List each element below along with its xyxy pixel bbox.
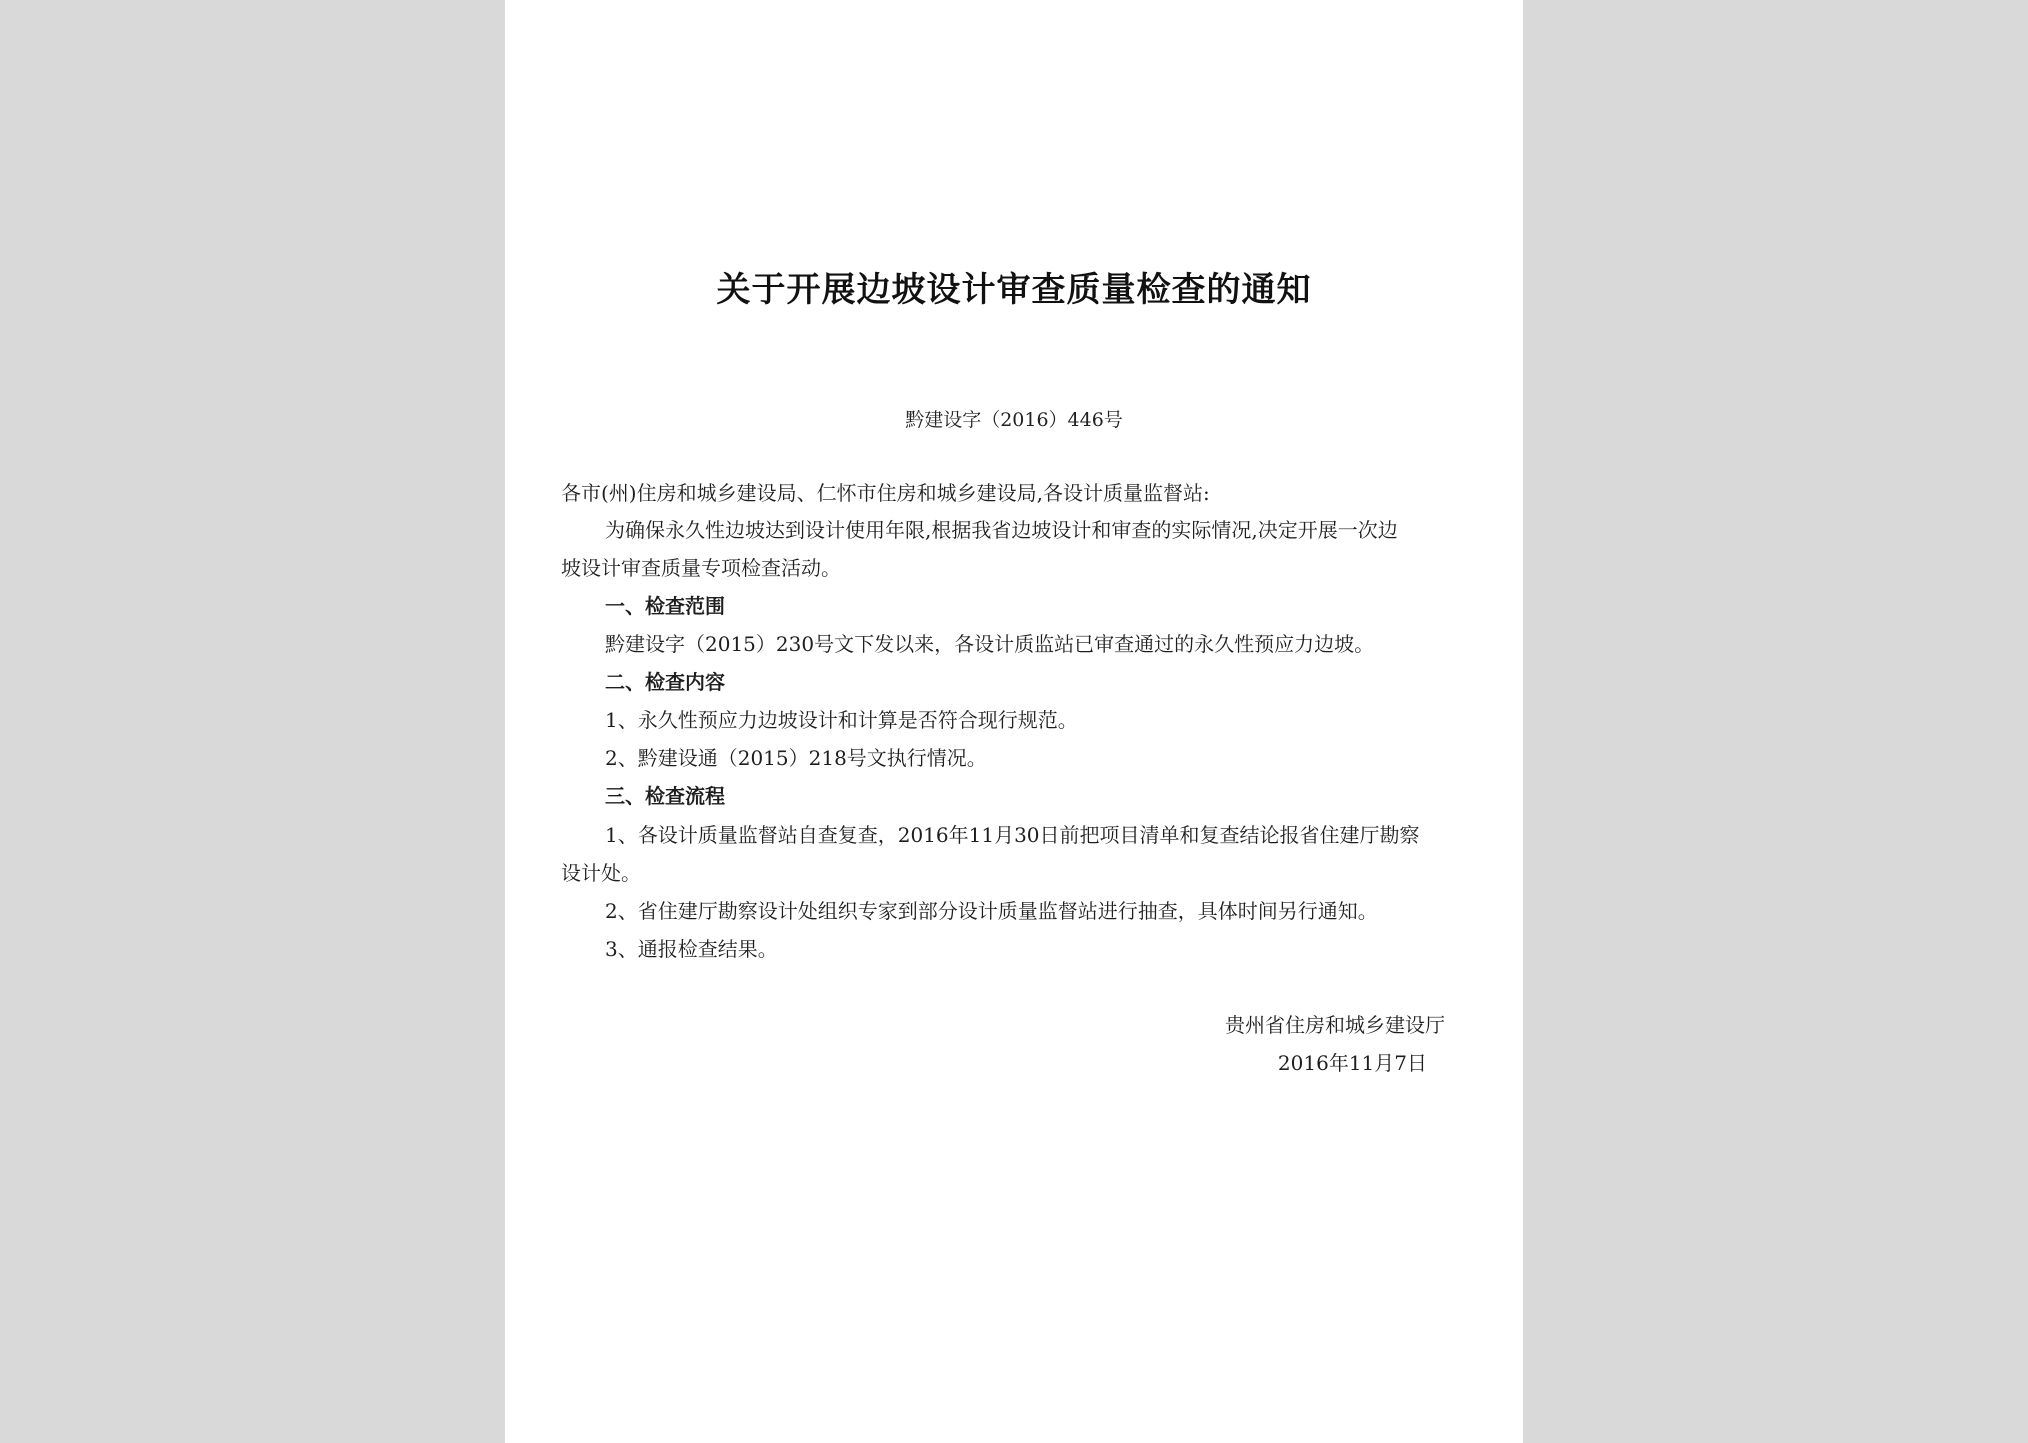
intro-paragraph-line-2: 坡设计审查质量专项检查活动。 [561,556,841,580]
intro-paragraph-line-1: 为确保永久性边坡达到设计使用年限,根据我省边坡设计和审查的实际情况,决定开展一次边 [605,518,1398,542]
addressee-line: 各市(州)住房和城乡建设局、仁怀市住房和城乡建设局,各设计质量监督站: [561,481,1210,505]
section-process-item-1-line-2: 设计处。 [561,861,641,885]
issuer-signature: 贵州省住房和城乡建设厅 [1225,1013,1445,1037]
document-title: 关于开展边坡设计审查质量检查的通知 [716,270,1312,310]
section-process-item-3: 3、通报检查结果。 [605,937,778,961]
section-scope-text: 黔建设字（2015）230号文下发以来，各设计质监站已审查通过的永久性预应力边坡。 [605,632,1375,656]
document-page [505,0,1523,1443]
section-content-item-1: 1、永久性预应力边坡设计和计算是否符合现行规范。 [605,708,1078,732]
section-heading-scope: 一、检查范围 [605,594,725,618]
section-heading-content: 二、检查内容 [605,670,725,694]
section-heading-process: 三、检查流程 [605,784,725,808]
document-number: 黔建设字（2016）446号 [905,409,1123,431]
section-content-item-2: 2、黔建设通（2015）218号文执行情况。 [605,746,987,770]
issue-date: 2016年11月7日 [1277,1051,1427,1075]
section-process-item-2: 2、省住建厅勘察设计处组织专家到部分设计质量监督站进行抽查，具体时间另行通知。 [605,899,1378,923]
section-process-item-1-line-1: 1、各设计质量监督站自查复查，2016年11月30日前把项目清单和复查结论报省住建厅勘察 [605,823,1420,847]
